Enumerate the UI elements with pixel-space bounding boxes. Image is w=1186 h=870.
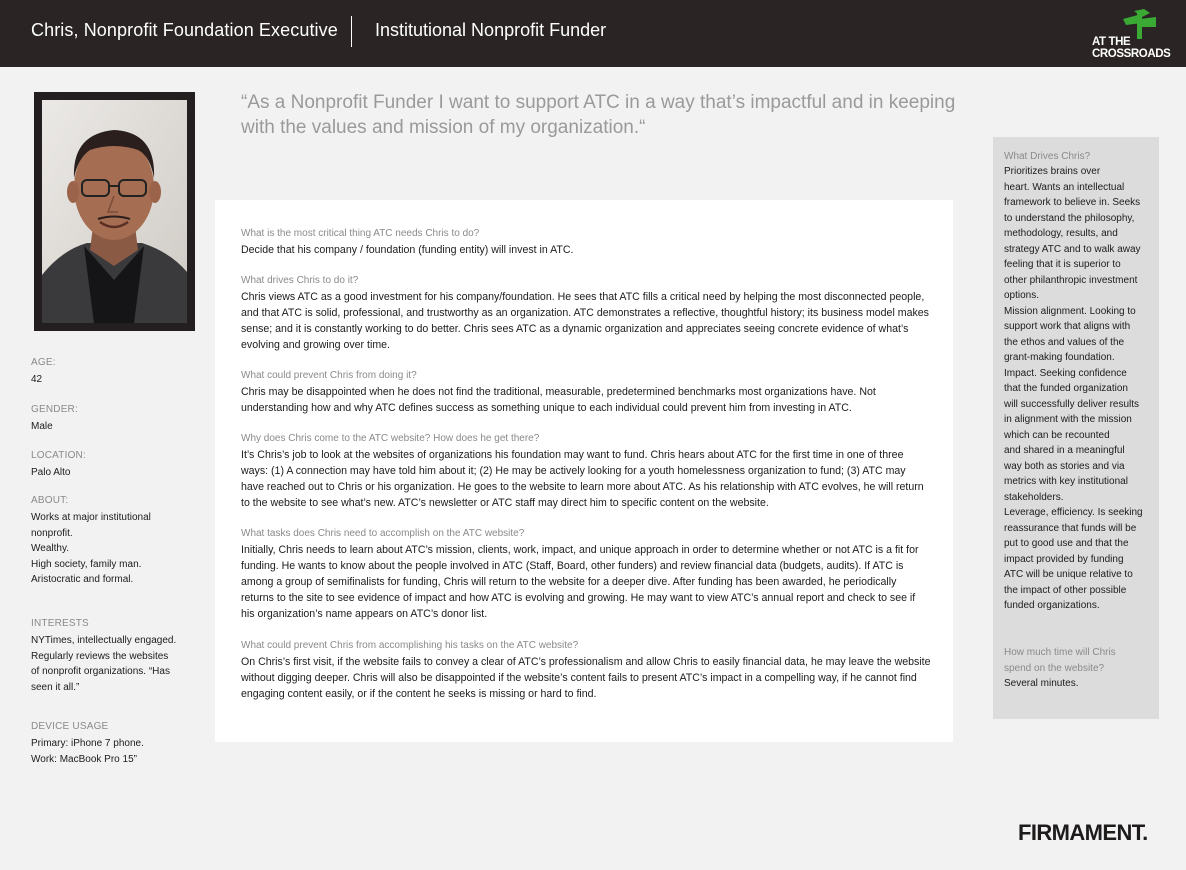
time-value: Several minutes.	[1004, 678, 1079, 689]
drives-line: options.	[1004, 290, 1040, 301]
at-the-crossroads-logo	[1090, 9, 1171, 63]
interests-line: Regularly reviews the websites	[31, 650, 169, 662]
qa-item	[241, 528, 931, 622]
qa-answer: Chris may be disappointed when he does not find the traditional, measurable, predetermined benchmarks most organizations have. Not understanding how and why ATC defines success as something unique to each individual could prevent him from investing in ATC.	[241, 386, 876, 414]
qa-answer: It’s Chris’s job to look at the websites of organizations his foundation may want to fund. Chris hears about ATC for the first time in one of three ways: (1) A connection may have told him about it; (2) He may be actively looking for a youth homelessness organization to fund; (3) ATC may have reached out to Chris or his organization. He goes to the website to learn more about ATC. As his relationship with ATC evolves, he will return to the website to see what’s new. ATC’s newsletter or ATC staff may direct him to specific content on the website.	[241, 449, 924, 509]
drives-line: Impact. Seeking confidence	[1004, 367, 1127, 379]
drives-line: the impact of other possible	[1004, 584, 1127, 596]
qa-question: What could prevent Chris from doing it?	[241, 370, 417, 381]
drives-line: the ethos and values of the	[1004, 336, 1125, 348]
drives-line: put to good use and that the	[1004, 538, 1129, 549]
drives-line: feeling that it is superior to	[1004, 259, 1121, 270]
location-value: Palo Alto	[31, 467, 71, 478]
drives-line: funded organizations.	[1004, 600, 1100, 611]
drives-line: stakeholders.	[1004, 491, 1064, 503]
qa-item	[241, 433, 931, 511]
qa-item	[241, 228, 931, 258]
qa-question: What tasks does Chris need to accomplish on the ATC website?	[241, 528, 525, 539]
drives-line: heart. Wants an intellectual	[1004, 181, 1125, 193]
drives-line: to understand the philosophy,	[1004, 212, 1135, 224]
gender-value: Male	[31, 421, 53, 432]
qa-card	[215, 200, 953, 742]
age-section	[31, 357, 191, 388]
qa-answer: Chris views ATC as a good investment for his company/foundation. He sees that ATC fills a critical need by helping the most disconnected people, and that ATC is solid, professional, and trustworthy as an organization. ATC demonstrates a reflective, thoughtful history; its business model makes sense; and it is constantly working to do better. Chris sees ATC as a dynamic organization and appreciates seeing concrete evidence of what’s evolving and growing over time.	[241, 291, 929, 351]
time-label-line: How much time will Chris	[1004, 647, 1116, 658]
persona-title: Chris, Nonprofit Foundation Executive	[31, 20, 338, 40]
firmament-logo: FIRMAMENT.	[1018, 820, 1148, 845]
about-line: nonprofit.	[31, 527, 73, 539]
interests-line: NYTimes, intellectually engaged.	[31, 635, 177, 646]
age-label: AGE:	[31, 357, 56, 368]
interests-line: of nonprofit organizations. “Has	[31, 666, 170, 677]
device-line: Work: MacBook Pro 15”	[31, 753, 137, 765]
drives-line: grant-making foundation.	[1004, 352, 1115, 363]
drives-line: that the funded organization	[1004, 383, 1128, 394]
qa-answer: Decide that his company / foundation (funding entity) will invest in ATC.	[241, 244, 574, 256]
drives-line: which can be recounted	[1004, 429, 1110, 441]
crossroads-sign-icon	[1090, 9, 1162, 39]
qa-question: What is the most critical thing ATC needs Chris to do?	[241, 228, 480, 239]
qa-question: Why does Chris come to the ATC website? How does he get there?	[241, 433, 540, 444]
drives-line: ATC will be unique relative to	[1004, 569, 1133, 580]
drives-panel	[993, 137, 1159, 719]
time-label	[1004, 645, 1154, 676]
drives-line: other philanthropic investment	[1004, 274, 1138, 286]
location-label: LOCATION:	[31, 450, 86, 461]
drives-line: impact provided by funding	[1004, 553, 1124, 565]
drives-line: metrics with key institutional	[1004, 476, 1128, 487]
about-label: ABOUT:	[31, 495, 69, 506]
persona-quote: “As a Nonprofit Funder I want to support ATC in a way that’s impactful and in keeping with the values and mission of my organization.“	[241, 92, 956, 138]
drives-text	[1004, 164, 1154, 614]
persona-photo	[34, 92, 195, 331]
drives-line: reassurance that funds will be	[1004, 522, 1137, 534]
interests-line: seen it all.”	[31, 681, 80, 693]
drives-line: Leverage, efficiency. Is seeking	[1004, 507, 1143, 518]
drives-line: and shared in a meaningful	[1004, 445, 1125, 456]
logo-wordmark: AT THE CROSSROADS	[1092, 36, 1171, 60]
interests-section	[31, 618, 191, 695]
drives-line: Mission alignment. Looking to	[1004, 305, 1136, 317]
header-divider	[351, 16, 352, 47]
drives-line: support work that aligns with	[1004, 321, 1131, 332]
about-line: Works at major institutional	[31, 512, 151, 523]
gender-label: GENDER:	[31, 404, 78, 415]
interests-label: INTERESTS	[31, 618, 89, 629]
device-label: DEVICE USAGE	[31, 721, 109, 732]
drives-line: framework to believe in. Seeks	[1004, 197, 1141, 208]
drives-line: way both as stories and via	[1004, 460, 1125, 472]
about-section	[31, 495, 191, 588]
qa-answer: On Chris’s first visit, if the website fails to convey a clear of ATC’s professionalism and allow Chris to easily financial data, he may leave the website without digging deeper. Chris will also be disappointed if the website’s content fails to present ATC’s impact in a compelling way, if he cannot find engaging content easily, or if the content he seeks is missing or hard to find.	[241, 656, 931, 700]
drives-label: What Drives Chris?	[1004, 151, 1091, 162]
device-line: Primary: iPhone 7 phone.	[31, 738, 144, 749]
device-section	[31, 721, 191, 767]
header-bar	[0, 0, 1186, 67]
drives-line: in alignment with the mission	[1004, 414, 1132, 425]
qa-item	[241, 275, 931, 353]
drives-line: strategy ATC and to walk away	[1004, 243, 1141, 255]
drives-line: methodology, results, and	[1004, 228, 1118, 239]
qa-question: What drives Chris to do it?	[241, 275, 359, 286]
location-section	[31, 450, 191, 481]
drives-line: Prioritizes brains over	[1004, 166, 1101, 177]
persona-role: Institutional Nonprofit Funder	[375, 20, 607, 40]
portrait-image	[42, 100, 187, 323]
time-label-line: spend on the website?	[1004, 662, 1105, 674]
qa-item	[241, 640, 931, 702]
drives-line: will successfully deliver results	[1004, 398, 1140, 410]
qa-question: What could prevent Chris from accomplishing his tasks on the ATC website?	[241, 640, 579, 651]
about-line: Wealthy.	[31, 543, 69, 554]
age-value: 42	[31, 374, 43, 385]
gender-section	[31, 404, 191, 435]
qa-answer: Initially, Chris needs to learn about ATC’s mission, clients, work, impact, and unique approach in order to determine whether or not ATC is a fit for funding. He wants to know about the people involved in ATC (Staff, Board, other funders) and review financial data (budgets, audits). If ATC is among a group of semifinalists for funding, Chris will return to the website for a deeper dive. After funding has been awarded, he periodically returns to the site to see evidence of impact and how ATC is evolving and growing. He may want to view ATC’s annual report and check to see if his organization’s name appears on ATC’s donor list.	[241, 544, 919, 620]
qa-item	[241, 370, 931, 416]
about-line: Aristocratic and formal.	[31, 574, 134, 585]
about-line: High society, family man.	[31, 558, 142, 570]
